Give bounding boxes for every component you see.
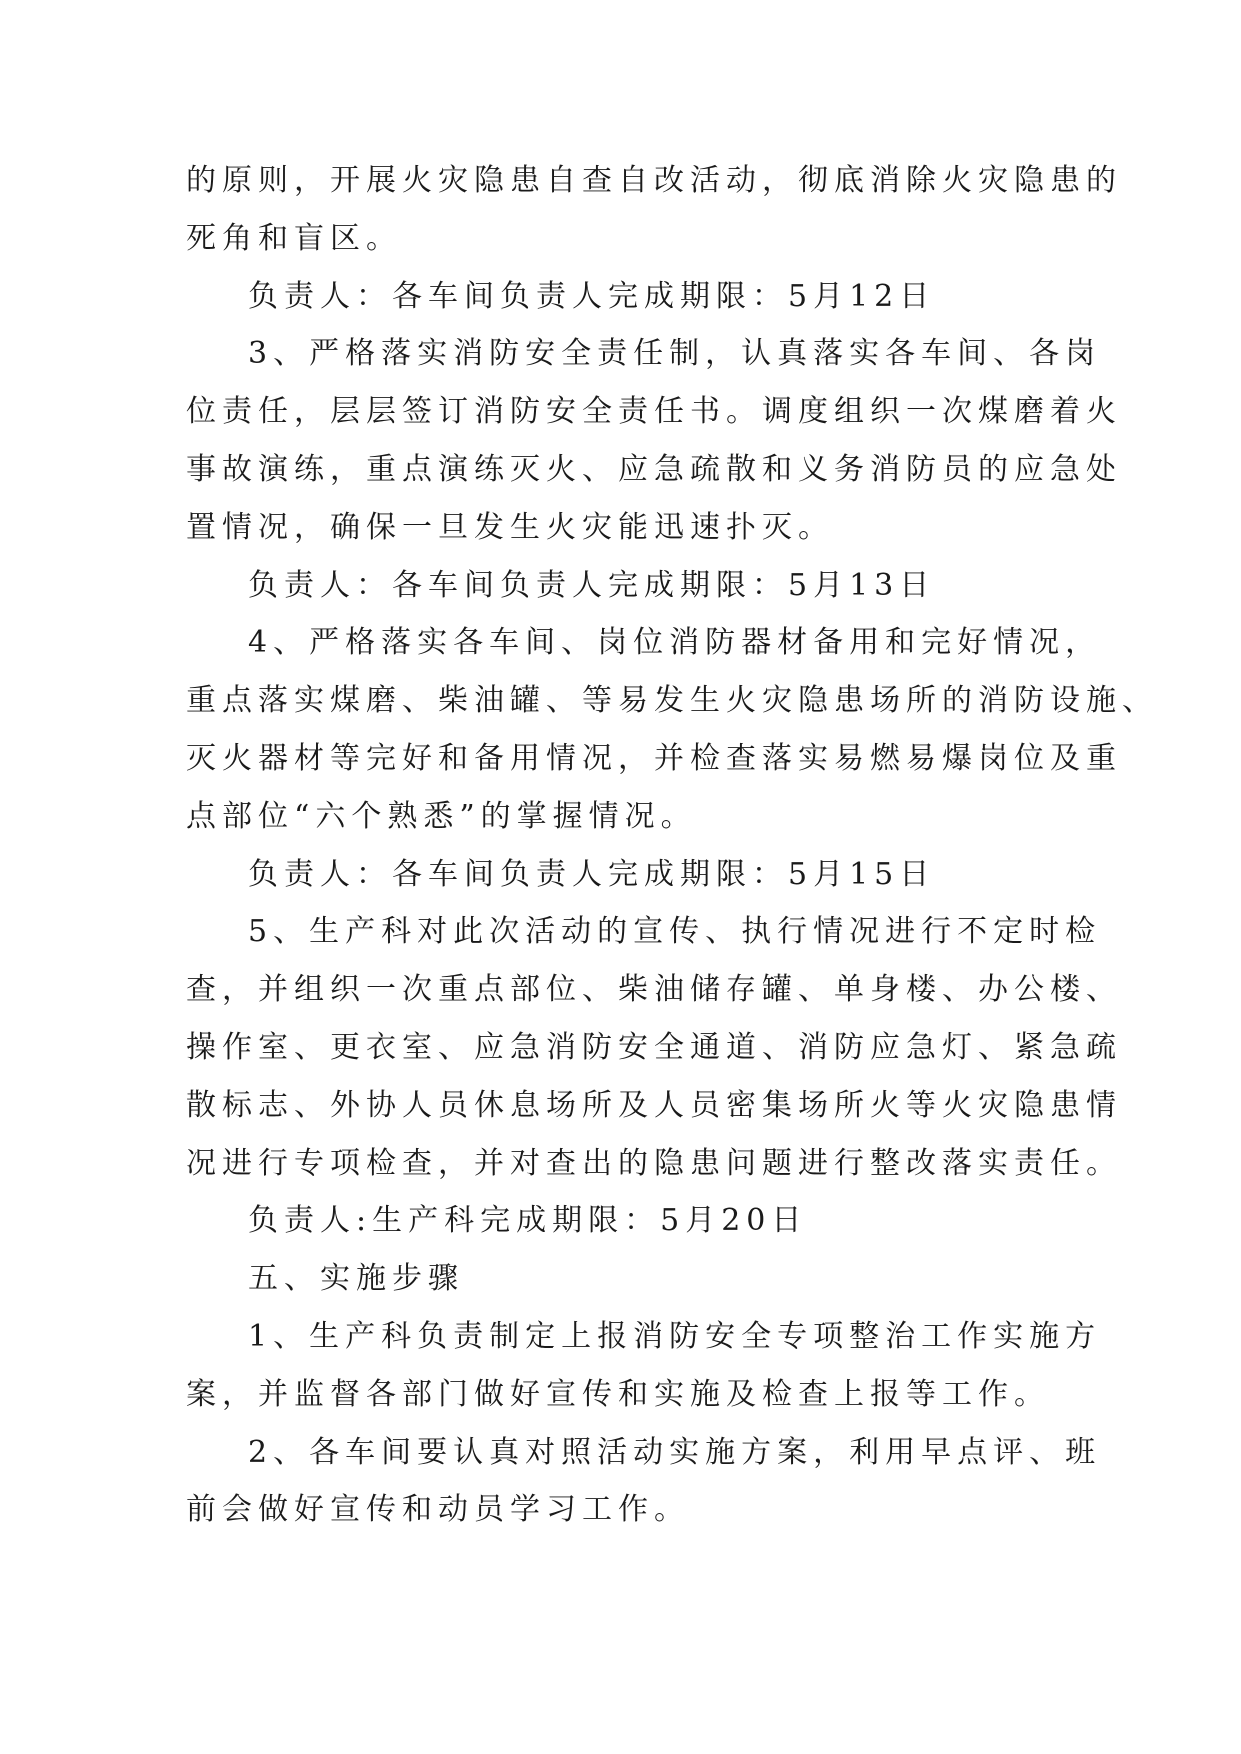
step-2-line-1: 2、各车间要认真对照活动实施方案，利用早点评、班: [248, 1434, 1102, 1470]
item-3-line-4: 置情况，确保一旦发生火灾能迅速扑灭。: [186, 509, 834, 545]
text-line-1: 的原则，开展火灾隐患自查自改活动，彻底消除火灾隐患的: [186, 163, 1122, 198]
step-2-line-2: 前会做好宣传和动员学习工作。: [186, 1492, 690, 1528]
item-4-line-2: 重点落实煤磨、柴油罐、等易发生火灾隐患场所的消防设施、: [186, 683, 1158, 719]
item-3-line-1: 3、严格落实消防安全责任制，认真落实各车间、各岗: [248, 336, 1102, 372]
step-1-line-1: 1、生产科负责制定上报消防安全专项整治工作实施方: [248, 1318, 1102, 1354]
item-5-line-5: 况进行专项检查，并对查出的隐患问题进行整改落实责任。: [186, 1145, 1122, 1181]
step-1-line-2: 案，并监督各部门做好宣传和实施及检查上报等工作。: [186, 1376, 1050, 1412]
item-5-line-2: 查，并组织一次重点部位、柴油储存罐、单身楼、办公楼、: [186, 972, 1122, 1008]
responsible-line-1: 负责人：各车间负责人完成期限：5月12日: [248, 278, 936, 314]
responsible-line-4: 负责人:生产科完成期限：5月20日: [248, 1203, 808, 1239]
responsible-line-2: 负责人：各车间负责人完成期限：5月13日: [248, 567, 936, 603]
item-4-line-3: 灭火器材等完好和备用情况，并检查落实易燃易爆岗位及重: [186, 740, 1122, 776]
section-heading: 五、实施步骤: [248, 1261, 464, 1297]
item-5-line-3: 操作室、更衣室、应急消防安全通道、消防应急灯、紧急疏: [186, 1029, 1122, 1065]
text-line-2: 死角和盲区。: [186, 220, 402, 256]
document-body: [186, 152, 1158, 1539]
item-5-line-1: 5、生产科对此次活动的宣传、执行情况进行不定时检: [248, 914, 1102, 950]
responsible-line-3: 负责人：各车间负责人完成期限：5月15日: [248, 856, 936, 892]
item-5-line-4: 散标志、外协人员休息场所及人员密集场所火等火灾隐患情: [186, 1087, 1122, 1123]
item-3-line-3: 事故演练，重点演练灭火、应急疏散和义务消防员的应急处: [186, 451, 1122, 487]
item-3-line-2: 位责任，层层签订消防安全责任书。调度组织一次煤磨着火: [186, 394, 1122, 430]
item-4-line-1: 4、严格落实各车间、岗位消防器材备用和完好情况，: [248, 625, 1102, 661]
item-4-line-4: 点部位“六个熟悉”的掌握情况。: [186, 798, 697, 834]
